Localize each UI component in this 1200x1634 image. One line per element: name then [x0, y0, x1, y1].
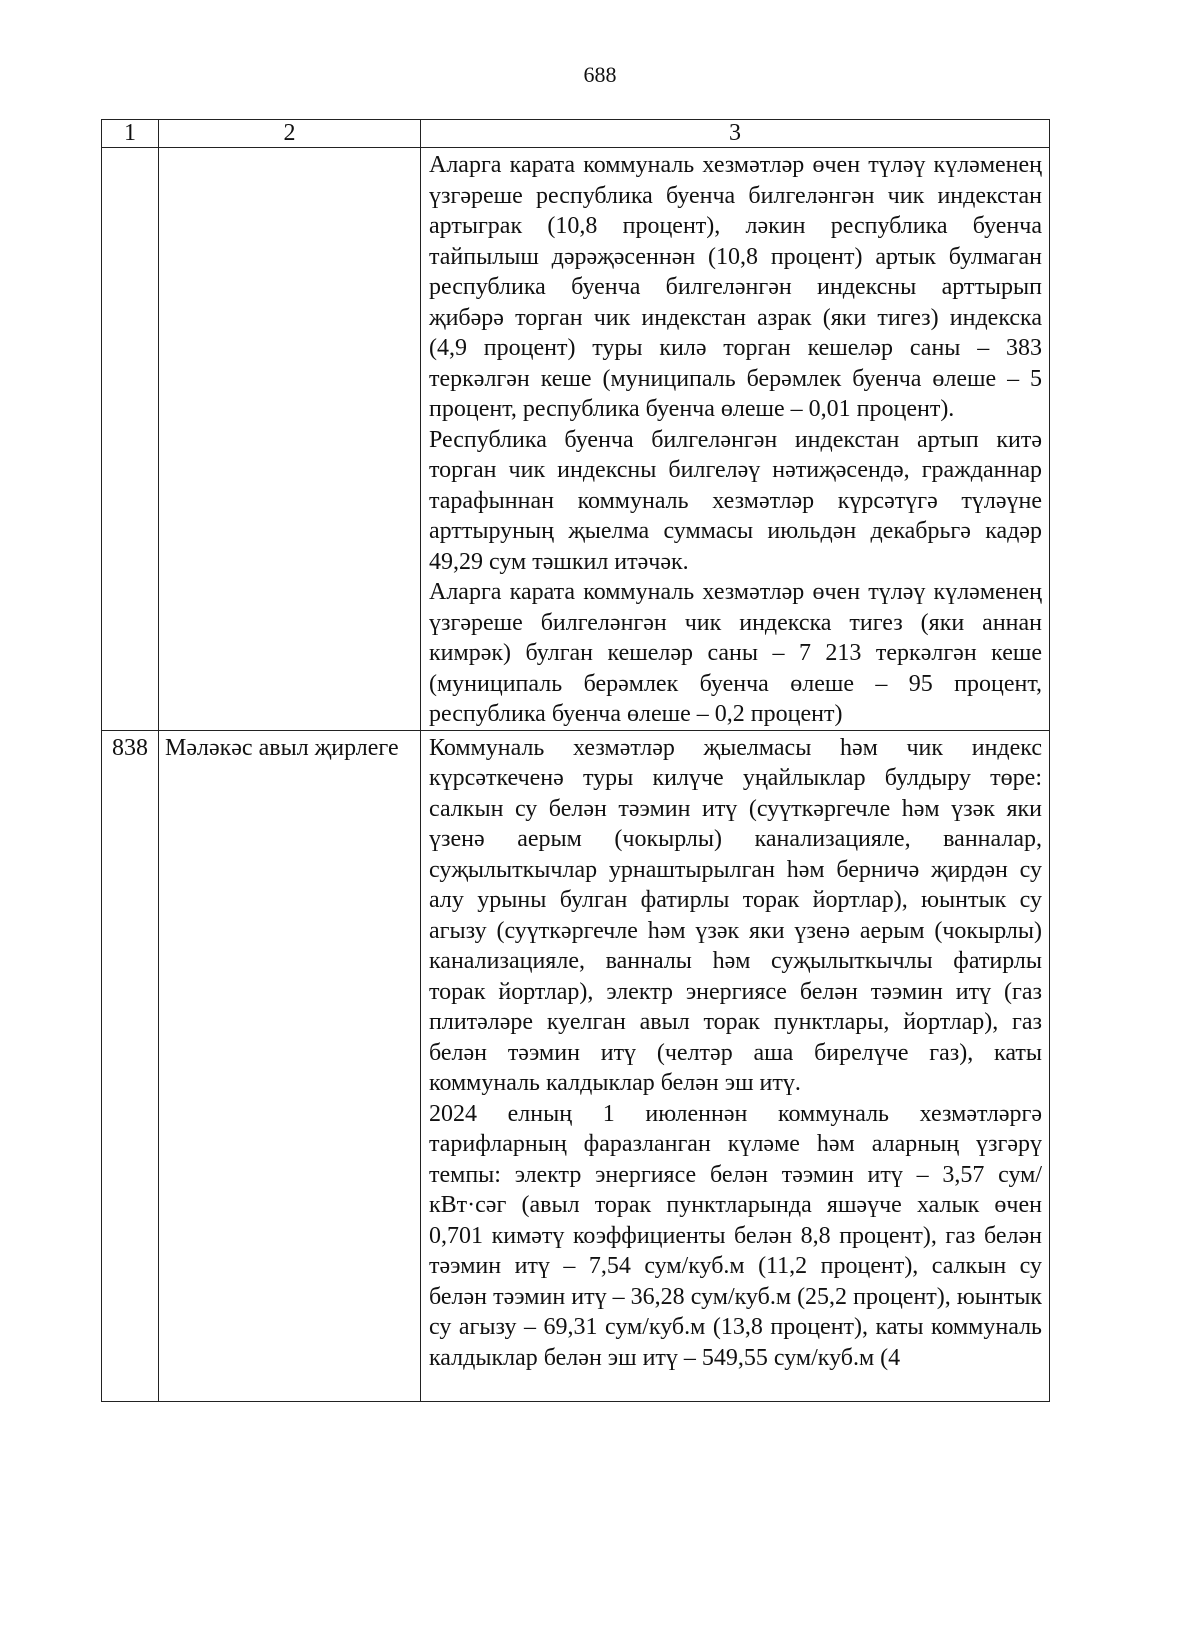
paragraph: Республика буенча билгеләнгән индекстан артып китә торган чик индексны билгеләү нәтиҗәсендә, гражданнар тарафыннан коммуналь хезмәтләр күрсәтүгә түләүне арттыруның җыелма суммасы июльдән декабрьгә кадәр 49,29 сум тәшкил итәчәк.: [429, 426, 1042, 575]
settlement-name-cell: [159, 148, 421, 731]
row-number-cell: 838: [102, 730, 159, 1401]
paragraph: Коммуналь хезмәтләр җыелмасы һәм чик индекс күрсәткеченә туры килүче уңайлыклар булдыру төре: салкын су белән тәэмин итү (суүткәргечле һәм үзәк яки үзенә аерым (чокырлы) канализацияле, ванналар, суҗылыткычлар урнаштырылган һәм берничә җирдән су алу урыны булган фатирлы торак йортлар), юынтык су агызу (суүткәргечле һәм үзәк яки үзенә аерым (чокырлы) канализацияле, ванналы һәм суҗылыткычлы фатирлы торак йортлар), электр энергиясе белән тәэмин итү (газ плитәләре куелган авыл торак пунктлары, йортлар), газ белән тәэмин итү (челтәр аша бирелүче газ), каты коммуналь калдыклар белән эш итү.: [429, 734, 1042, 1096]
description-cell: [421, 730, 1050, 1401]
settlement-name-cell: Мәләкәс авыл җирлеге: [159, 730, 421, 1401]
document-table: [101, 119, 1050, 1402]
row-number-cell: [102, 148, 159, 731]
table-header-row: [102, 120, 1050, 148]
column-header-3: 3: [421, 120, 1050, 148]
paragraph: Аларга карата коммуналь хезмәтләр өчен түләү күләменең үзгәреше республика буенча билгеләнгән чик индекстан артыграк (10,8 процент), ләкин республика буенча тайпылыш дәрәҗәсеннән (10,8 процент) артык булмаган республика буенча билгеләнгән индексны арттырып җибәрә торган чик индекстан азрак (яки тигез) индекска (4,9 процент) туры килә торган кешеләр саны – 383 теркәлгән кеше (муниципаль берәмлек буенча өлеше – 5 процент, республика буенча өлеше – 0,01 процент).: [429, 152, 1042, 422]
page-number: 688: [583, 62, 617, 87]
column-header-1: 1: [102, 120, 159, 148]
table-row: [102, 148, 1050, 731]
table-row: [102, 730, 1050, 1401]
paragraph: Аларга карата коммуналь хезмәтләр өчен түләү күләменең үзгәреше билгеләнгән чик индекска тигез (яки аннан кимрәк) булган кешеләр саны – 7 213 теркәлгән кеше (муниципаль берәмлек буенча өлеше – 95 процент, республика буенча өлеше – 0,2 процент): [429, 579, 1042, 727]
paragraph: 2024 елның 1 июленнән коммуналь хезмәтләргә тарифларның фаразланган күләме һәм аларның үзгәрү темпы: электр энергиясе белән тәэмин итү – 3,57 сум/кВт·сәг (авыл торак пунктларында яшәүче халык өчен 0,701 кимәтү коэффициенты белән 8,8 процент), газ белән тәэмин итү – 7,54 сум/куб.м (11,2 процент), салкын су белән тәэмин итү – 36,28 сум/куб.м (25,2 процент), юынтык су агызу – 69,31 сум/куб.м (13,8 процент), каты коммуналь калдыклар белән эш итү – 549,55 сум/куб.м (4: [429, 1100, 1042, 1371]
description-cell: [421, 148, 1050, 731]
column-header-2: 2: [159, 120, 421, 148]
